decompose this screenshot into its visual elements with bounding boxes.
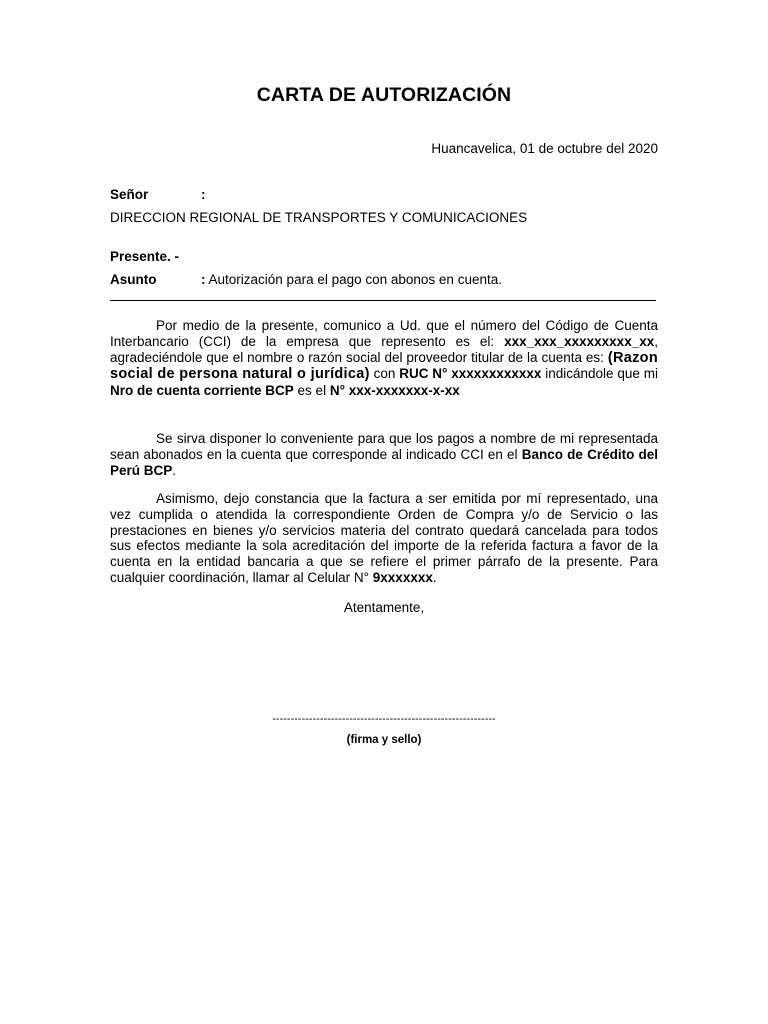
- p1-text-2: , agradeciéndole que el nombre o razón social del proveedor titular de la cuenta es:: [110, 333, 658, 365]
- p1-text-4: indicándole que mi: [541, 366, 658, 382]
- banco-name: Banco de Crédito del Perú BCP: [110, 446, 658, 478]
- p2-text-1: Se sirva disponer lo conveniente para que los pagos a nombre de mi representada sean abonados en la cuenta que corresponde al indicado CCI en el: [110, 431, 658, 462]
- asunto-row: [110, 272, 658, 287]
- ruc-number: RUC N° xxxxxxxxxxxx: [399, 366, 542, 382]
- cci-number: xxx_xxx_xxxxxxxxx_xx: [504, 333, 655, 349]
- paragraph-3: [110, 491, 658, 586]
- p1-text-5: es el: [293, 383, 330, 399]
- p3-text-1: Asimismo, dejo constancia que la factura a ser emitida por mí representado, una vez cumplida o atendida la correspondiente Orden de Compra y/o de Servicio o las prestaciones en bienes y/o servicios materia del contrato quedará cancelada para todos sus efectos mediante la sola acreditación del importe de la referida factura a favor de la cuenta en la entidad bancaria a que se refiere el primer párrafo de la presente. Para cualquier coordinación, llamar al Celular N°: [110, 491, 658, 585]
- closing-text: Atentamente,: [343, 600, 425, 615]
- date-line: Huancavelica, 01 de octubre del 2020: [431, 141, 658, 156]
- p3-text-2: .: [432, 569, 437, 585]
- cuenta-number: N° xxx-xxxxxxx-x-xx: [329, 383, 460, 399]
- razon-social: (Razon social de persona natural o jurídica): [110, 349, 658, 383]
- recipient-label: Señor: [110, 187, 149, 202]
- p2-text-2: .: [172, 462, 177, 478]
- p1-text-3: con: [369, 366, 400, 382]
- asunto-text: Autorización para el pago con abonos en cuenta.: [208, 272, 502, 287]
- nro-cuenta-label: Nro de cuenta corriente BCP: [110, 383, 294, 399]
- recipient-name: DIRECCION REGIONAL DE TRANSPORTES Y COMUNICACIONES: [110, 210, 528, 225]
- asunto-label: Asunto: [110, 272, 157, 287]
- celular-number: 9xxxxxxx: [372, 569, 433, 585]
- separator-line: [110, 300, 656, 301]
- presente-line: Presente. -: [110, 249, 180, 264]
- signature-line: -------------------------------------------------------------: [272, 713, 496, 725]
- letter-title: CARTA DE AUTORIZACIÓN: [256, 84, 512, 106]
- paragraph-1: [110, 318, 658, 399]
- asunto-colon: :: [201, 272, 206, 287]
- asunto-value: [201, 272, 502, 287]
- p1-text-1: Por medio de la presente, comunico a Ud. que el número del Código de Cuenta Interbancario (CCI) de la empresa que represento es el:: [110, 318, 658, 349]
- signature-label: (firma y sello): [346, 734, 422, 746]
- recipient-label-row: [110, 187, 658, 202]
- paragraph-2: [110, 431, 658, 478]
- recipient-colon: :: [201, 187, 206, 202]
